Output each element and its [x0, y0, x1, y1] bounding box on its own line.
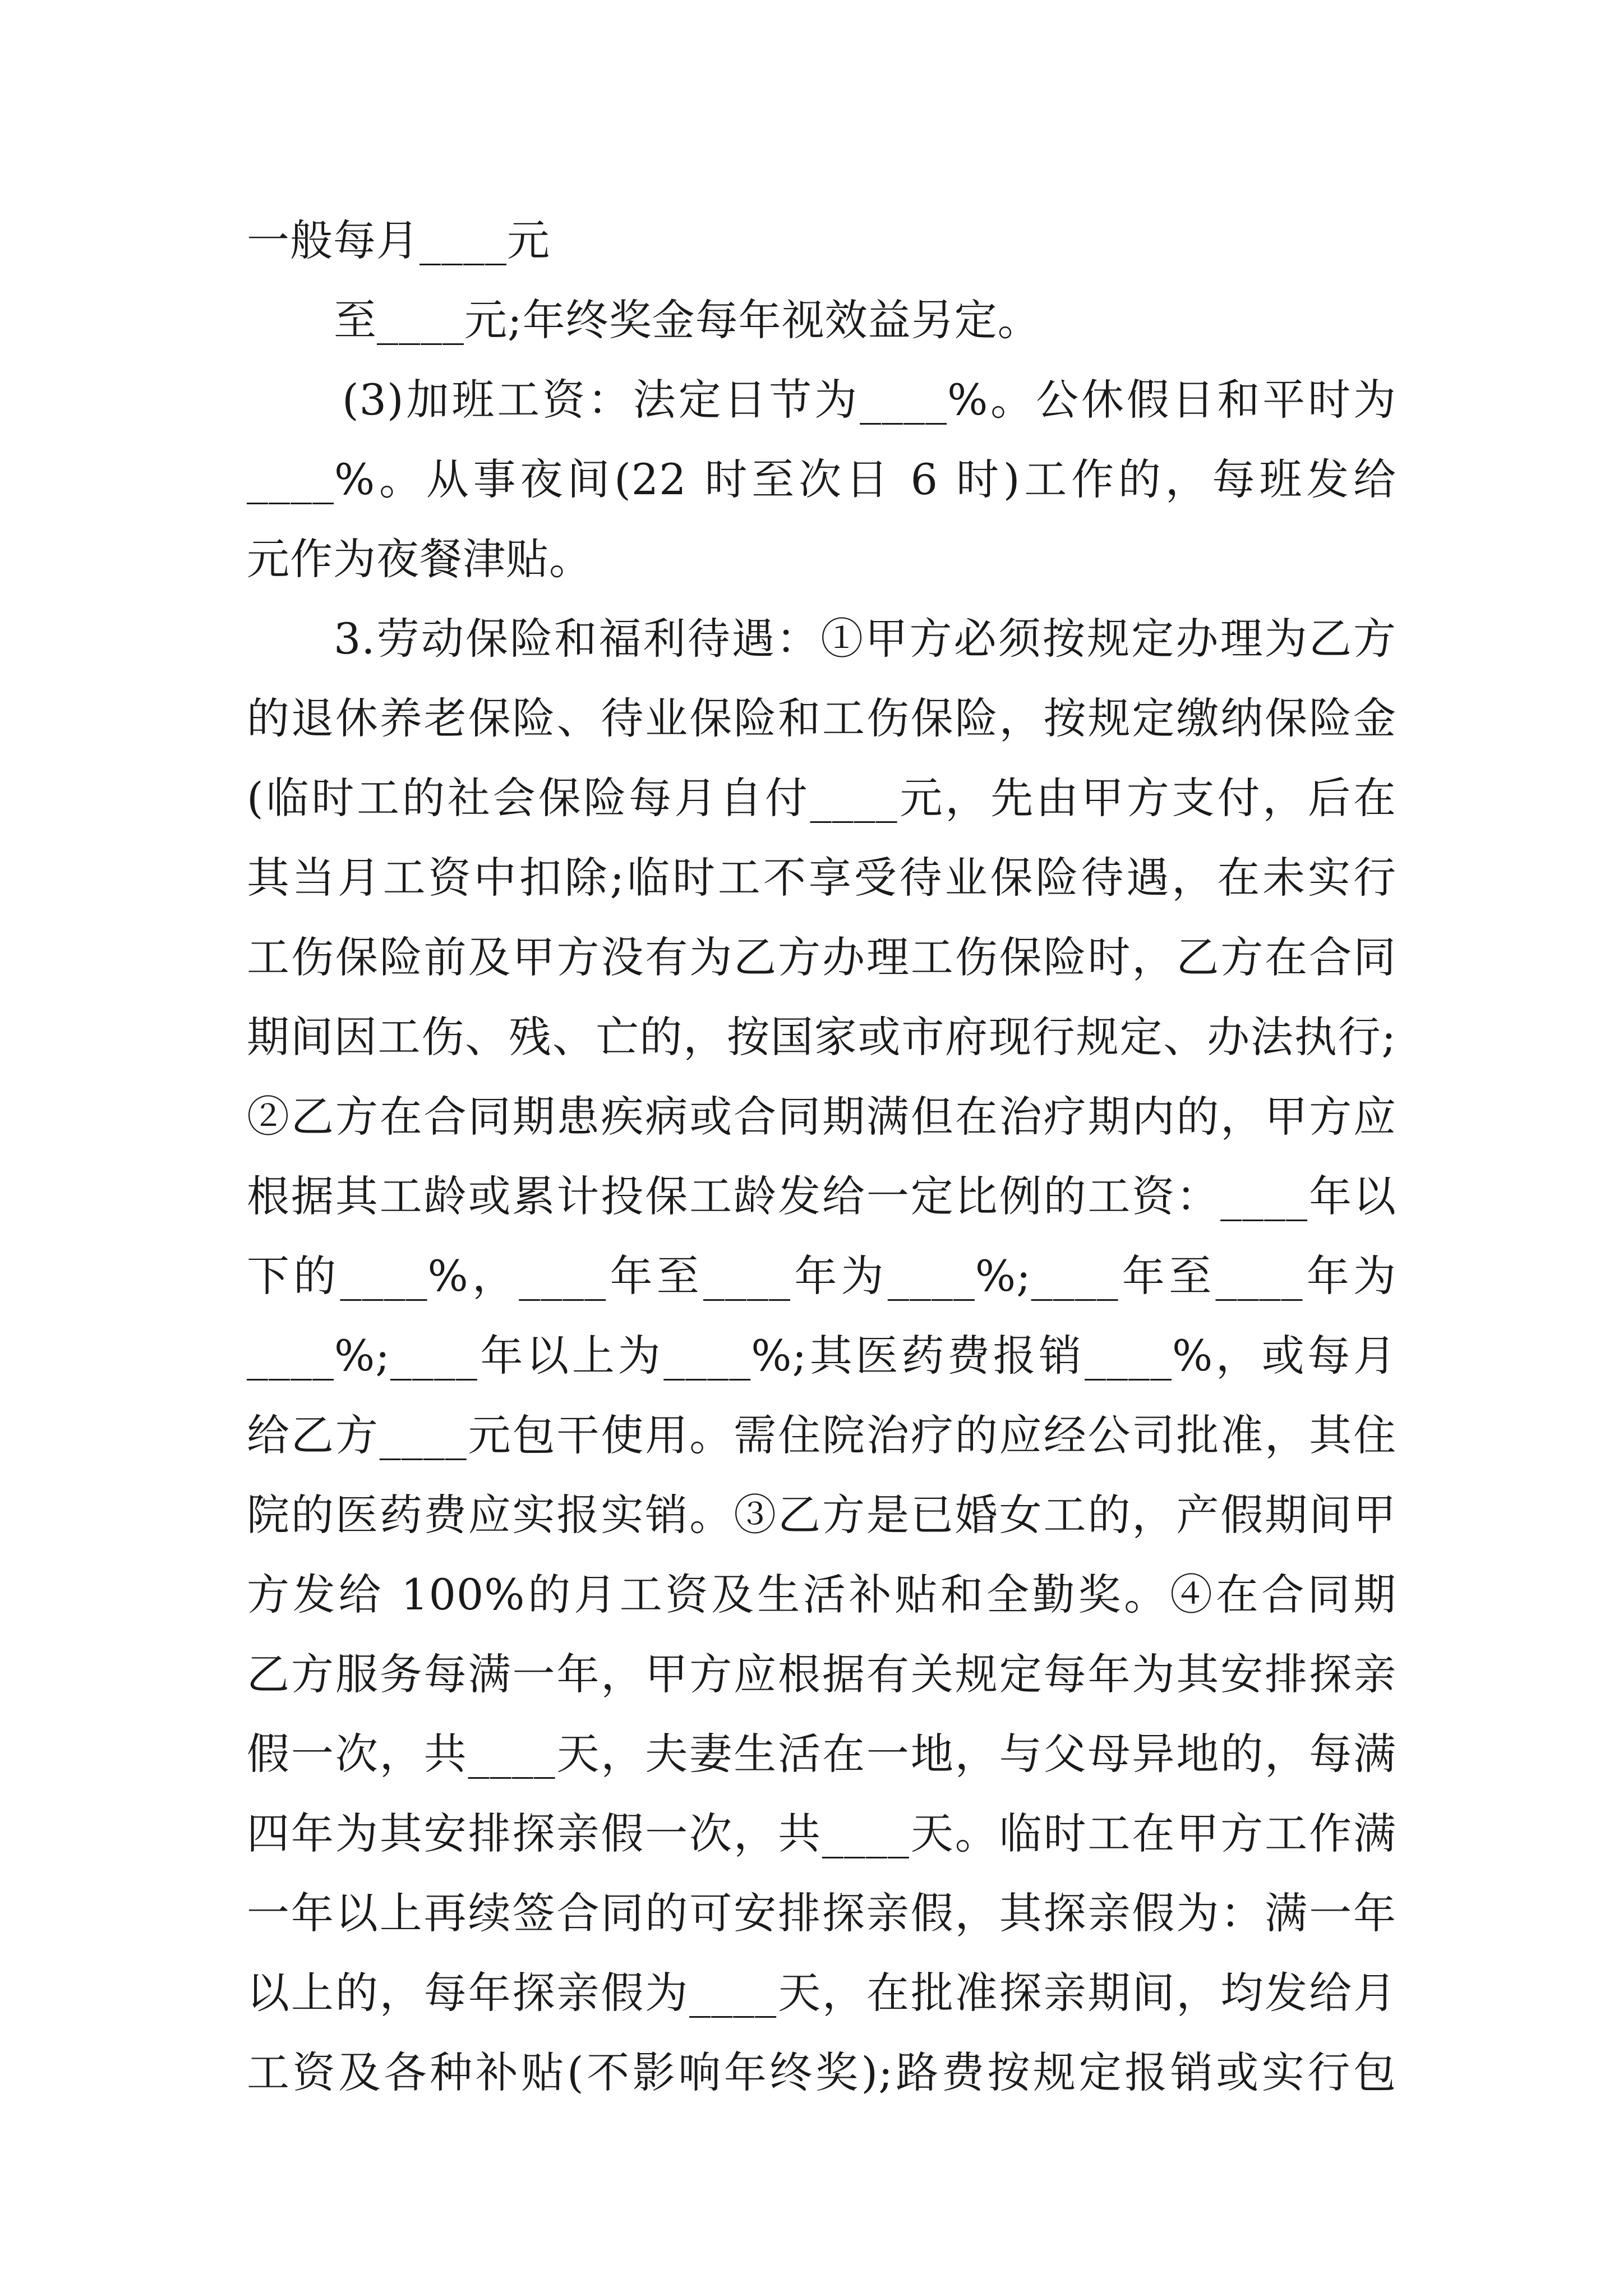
text-line: ____%。从事夜间(22 时至次日 6 时)工作的，每班发给 [247, 454, 1396, 504]
text-line: (3)加班工资：法定日节为____%。公休假日和平时为 [342, 375, 1396, 425]
text-line: 至____元;年终奖金每年视效益另定。 [334, 295, 1041, 345]
text-line: 一年以上再续签合同的可安排探亲假，其探亲假为：满一年 [247, 1888, 1396, 1938]
text-line: 以上的，每年探亲假为____天，在批准探亲期间，均发给月 [247, 1968, 1396, 2018]
body-text [247, 201, 1396, 2113]
text-line: 给乙方____元包干使用。需住院治疗的应经公司批准，其住 [247, 1410, 1396, 1460]
text-line: ____%;____年以上为____%;其医药费报销____%，或每月 [247, 1331, 1396, 1381]
text-line: 乙方服务每满一年，甲方应根据有关规定每年为其安排探亲 [247, 1649, 1396, 1699]
text-line: (临时工的社会保险每月自付____元，先由甲方支付，后在 [247, 773, 1396, 823]
text-line: 四年为其安排探亲假一次，共____天。临时工在甲方工作满 [247, 1809, 1396, 1858]
text-line: 一般每月____元 [247, 215, 550, 265]
text-line: 工资及各种补贴(不影响年终奖);路费按规定报销或实行包 [247, 2047, 1396, 2097]
text-line: 3.劳动保险和福利待遇：①甲方必须按规定办理为乙方 [334, 614, 1396, 664]
text-line: ②乙方在合同期患疾病或合同期满但在治疗期内的，甲方应 [247, 1092, 1396, 1142]
text-line: 期间因工伤、残、亡的，按国家或市府现行规定、办法执行; [247, 1012, 1396, 1062]
text-line: 方发给 100%的月工资及生活补贴和全勤奖。④在合同期 [247, 1570, 1396, 1619]
text-line: 假一次，共____天，夫妻生活在一地，与父母异地的，每满 [247, 1729, 1396, 1779]
text-line: 工伤保险前及甲方没有为乙方办理工伤保险时，乙方在合同 [247, 932, 1396, 982]
text-line: 下的____%，____年至____年为____%;____年至____年为 [247, 1251, 1396, 1301]
text-line: 的退休养老保险、待业保险和工伤保险，按规定缴纳保险金 [247, 693, 1396, 743]
text-line: 其当月工资中扣除;临时工不享受待业保险待遇，在未实行 [247, 853, 1396, 903]
text-line: 元作为夜餐津贴。 [247, 534, 592, 584]
text-line: 院的医药费应实报实销。③乙方是已婚女工的，产假期间甲 [247, 1490, 1396, 1540]
text-line: 根据其工龄或累计投保工龄发给一定比例的工资：____年以 [247, 1171, 1396, 1221]
